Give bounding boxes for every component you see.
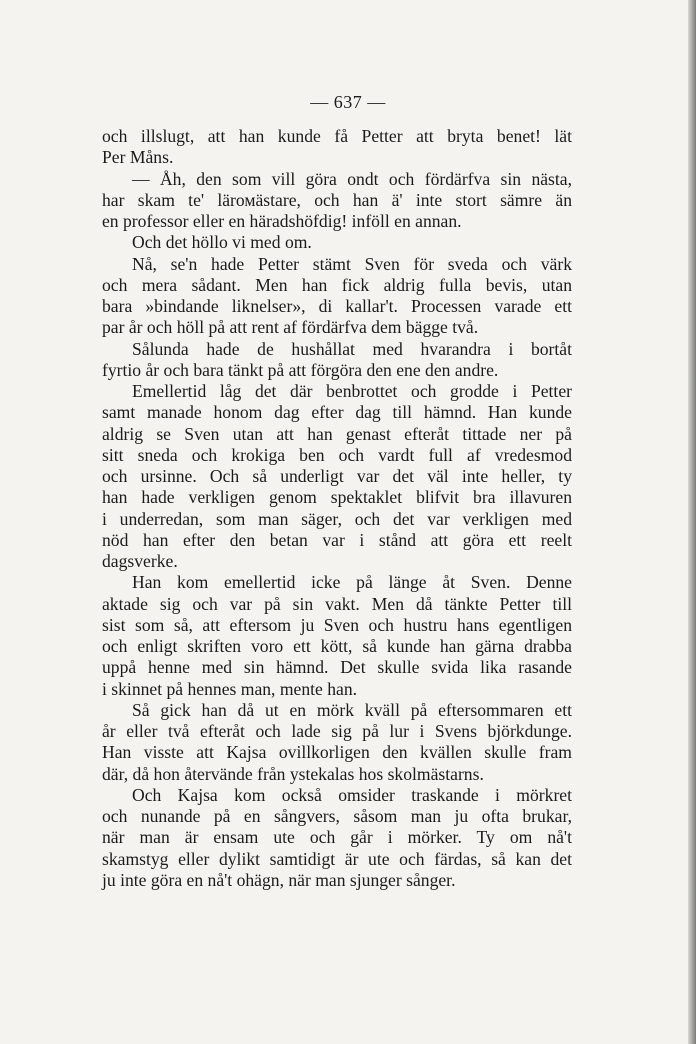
text-line: där, då hon återvände från ystekalas hos skolmästarns. [102,763,484,784]
text-line: han hade verkligen genom spektaklet blifvit bra illavuren [102,487,572,508]
text-line: Nå, se'n hade Petter stämt Sven för sveda och värk [132,253,572,274]
text-line: och nunande på en sångvers, såsom man ju ofta brukar, [102,806,572,826]
text-line: ju inte göra en nå't ohägn, när man sjunger sånger. [102,869,456,890]
text-line: och enligt skriften voro ett kött, så kunde han gärna drabba [102,636,572,656]
text-line: och mera sådant. Men han fick aldrig fulla bevis, utan [102,274,572,295]
text-line: Per Måns. [102,147,174,168]
text-line: en professor eller en häradshöfdig! inföll en annan. [102,211,462,231]
text-line: bara »bindande liknelser», di kallar't. Processen varade ett [102,296,572,316]
text-line: uppå henne med sin hämnd. Det skulle svida lika rasande [102,657,572,678]
text-line: samt manade honom dag efter dag till hämnd. Han kunde [102,402,572,423]
text-line: och illslugt, att han kunde få Petter att bryta benet! lät [102,126,572,146]
text-line: Han visste att Kajsa ovillkorligen den kvällen skulle fram [102,742,572,763]
body-text [102,126,572,891]
text-line: nöd han efter den betan var i stånd att göra ett reelt [102,529,572,550]
text-line: Och Kajsa kom också omsider traskande i mörkret [132,784,572,805]
text-line: aktade sig och var på sin vakt. Men då tänkte Petter till [102,593,572,614]
text-line: Så gick han då ut en mörk kväll på eftersommaren ett [132,699,572,720]
text-line: fyrtio år och bara tänkt på att förgöra den ene den andre. [102,359,499,380]
text-line: Emellertid låg det där benbrottet och grodde i Petter [132,381,572,401]
text-line: Sålunda hade de hushållat med hvarandra i bortåt [132,338,572,359]
text-line: i underredan, som man säger, och det var verkligen med [102,508,572,529]
text-line: Han kom emellertid icke på länge åt Sven. Denne [132,572,572,593]
text-line: Och det höllo vi med om. [132,232,312,253]
text-line: par år och höll på att rent af fördärfva dem bägge två. [102,317,479,338]
text-line: skamstyg eller dylikt samtidigt är ute och färdas, så kan det [102,848,572,869]
page-edge-shadow [688,0,696,1044]
text-line: år eller två efteråt och lade sig på lur i Svens björkdunge. [102,721,572,741]
text-line: och ursinne. Och så underligt var det väl inte heller, ty [102,466,572,486]
text-line: när man är ensam ute och går i mörker. Ty om nå't [102,827,572,848]
text-line: sist som så, att eftersom ju Sven och hustru hans egentligen [102,614,572,635]
text-line: — Åh, den som vill göra ondt och fördärfva sin nästa, [132,168,572,189]
text-line: aldrig se Sven utan att han genast efteråt tittade ner på [102,423,572,444]
text-line: sitt sneda och krokiga ben och vardt full af vredesmod [102,444,572,465]
page-number: — 637 — [310,92,386,112]
text-line: dagsverke. [102,551,178,571]
text-line: i skinnet på hennes man, mente han. [102,678,358,699]
text-line: har skam te' lärомästare, och han ä' inte stort sämre än [102,189,572,210]
